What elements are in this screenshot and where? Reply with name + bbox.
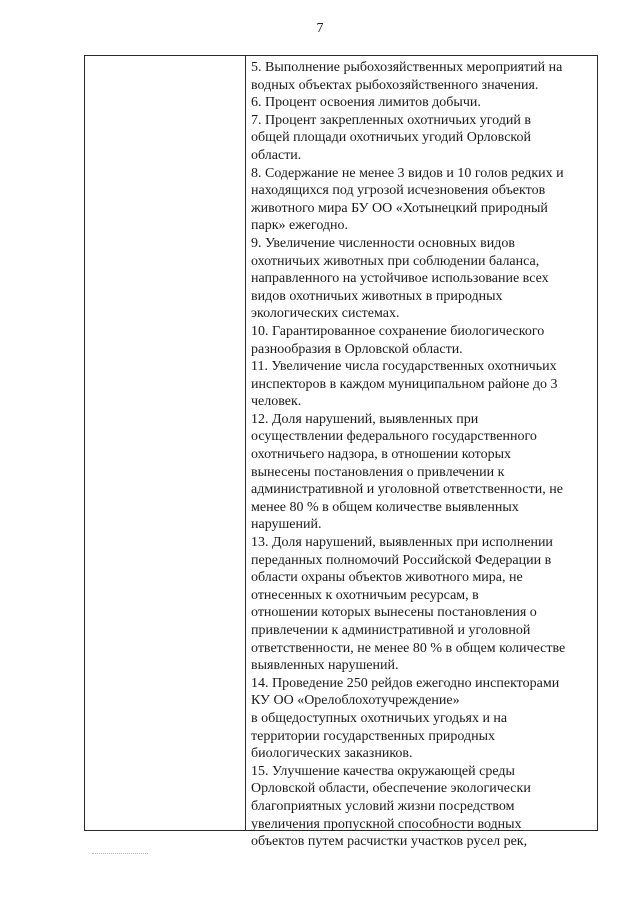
text-line: привлечении к административной и уголовной — [251, 623, 531, 638]
text-line: человек. — [251, 394, 302, 410]
text-line: области охраны объектов животного мира, не — [251, 570, 523, 586]
text-line: охотничьих животных при соблюдении баланса, — [251, 253, 540, 269]
text-line: 9. Увеличение численности основных видов — [251, 235, 516, 251]
document-table — [84, 55, 598, 850]
text-line: животного мира БУ ОО «Хотынецкий природный — [251, 200, 548, 216]
text-line: 8. Содержание не менее 3 видов и 10 голов редких и — [251, 165, 564, 181]
text-line: увеличения пропускной способности водных — [251, 816, 522, 832]
text-line: ответственности, не менее 80 % в общем количестве — [251, 640, 566, 656]
text-line: благоприятных условий жизни посредством — [251, 798, 515, 814]
text-line: инспекторов в каждом муниципальном районе до 3 — [251, 376, 558, 392]
text-line: видов охотничьих животных в природных — [251, 288, 503, 304]
text-line: 11. Увеличение числа государственных охотничьих — [251, 359, 557, 375]
page-number: 7 — [316, 21, 324, 36]
text-line: административной и уголовной ответственности, не — [251, 482, 563, 498]
text-line: 15. Улучшение качества окружающей среды — [251, 763, 515, 779]
text-line: охотничьего надзора, в отношении которых — [251, 447, 511, 463]
text-line: объектов путем расчистки участков русел рек, — [251, 834, 528, 850]
text-line: вынесены постановления о привлечении к — [251, 464, 505, 480]
text-line: 10. Гарантированное сохранение биологического — [251, 323, 545, 339]
text-line: КУ ОО «Орелоблохотучреждение» — [251, 693, 460, 709]
table-right-column — [251, 59, 595, 851]
text-line: отношении которых вынесены постановления о — [251, 605, 537, 621]
text-line: парк» ежегодно. — [251, 218, 349, 234]
table-left-column — [85, 56, 246, 830]
text-line: 13. Доля нарушений, выявленных при исполнении — [251, 535, 553, 551]
text-line: водных объектах рыбохозяйственного значения. — [251, 77, 539, 93]
text-line: Орловской области, обеспечение экологически — [251, 781, 531, 797]
text-line: области. — [251, 147, 302, 163]
text-line: 14. Проведение 250 рейдов ежегодно инспекторами — [251, 675, 560, 691]
text-line: осуществлении федерального государственного — [251, 429, 537, 445]
text-line: разнообразия в Орловской области. — [251, 341, 463, 357]
text-line: биологических заказников. — [251, 746, 413, 762]
text-line: общей площади охотничьих угодий Орловской — [251, 130, 531, 146]
text-line: находящихся под угрозой исчезновения объектов — [251, 183, 546, 199]
scan-artifact — [92, 853, 148, 855]
text-line: выявленных нарушений. — [251, 658, 399, 674]
text-line: 7. Процент закрепленных охотничьих угодий в — [251, 112, 531, 128]
text-line: в общедоступных охотничьих угодьях и на — [251, 710, 508, 726]
text-line: экологических системах. — [251, 306, 400, 322]
text-line: 6. Процент освоения лимитов добычи. — [251, 95, 481, 111]
text-line: менее 80 % в общем количестве выявленных — [251, 499, 519, 515]
text-line: направленного на устойчивое использование всех — [251, 271, 549, 287]
text-line: территории государственных природных — [251, 728, 496, 744]
text-line: 12. Доля нарушений, выявленных при — [251, 411, 479, 427]
text-line: 5. Выполнение рыбохозяйственных мероприятий на — [251, 60, 563, 75]
text-line: переданных полномочий Российской Федерации в — [251, 552, 552, 568]
text-line: отнесенных к охотничьим ресурсам, в — [251, 587, 479, 603]
text-line: нарушений. — [251, 517, 322, 533]
